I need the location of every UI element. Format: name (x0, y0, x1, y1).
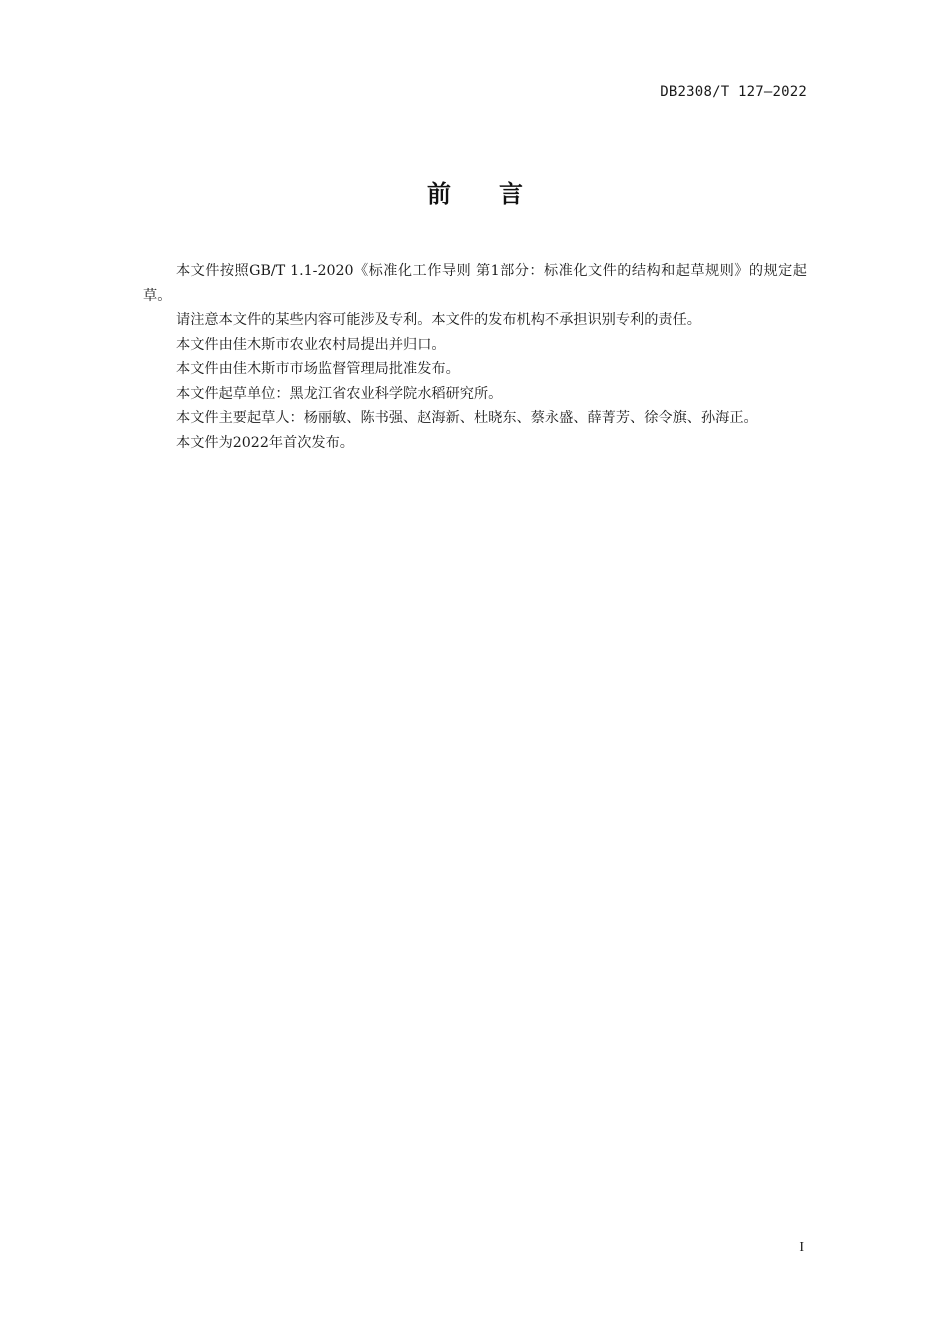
foreword-body (143, 259, 807, 455)
paragraph-approver: 本文件由佳木斯市市场监督管理局批准发布。 (176, 361, 460, 377)
page-title: 前言 (427, 180, 571, 208)
paragraph-patent-notice: 请注意本文件的某些内容可能涉及专利。本文件的发布机构不承担识别专利的责任。 (176, 312, 701, 328)
paragraph-proposer: 本文件由佳木斯市农业农村局提出并归口。 (176, 336, 446, 353)
page-number: I (799, 1240, 804, 1255)
paragraph-first-release: 本文件为2022年首次发布。 (176, 434, 354, 451)
document-id: DB2308/T 127—2022 (660, 84, 807, 100)
paragraph-drafters: 本文件主要起草人：杨丽敏、陈书强、赵海新、杜晓东、蔡永盛、薛菁芳、徐令旗、孙海正。 (176, 410, 758, 426)
paragraph-drafting-rules: 本文件按照GB/T 1.1-2020《标准化工作导则 第1部分：标准化文件的结构和起草规则》的规定起草。 (143, 263, 807, 304)
paragraph-drafting-unit: 本文件起草单位：黑龙江省农业科学院水稻研究所。 (176, 385, 503, 402)
